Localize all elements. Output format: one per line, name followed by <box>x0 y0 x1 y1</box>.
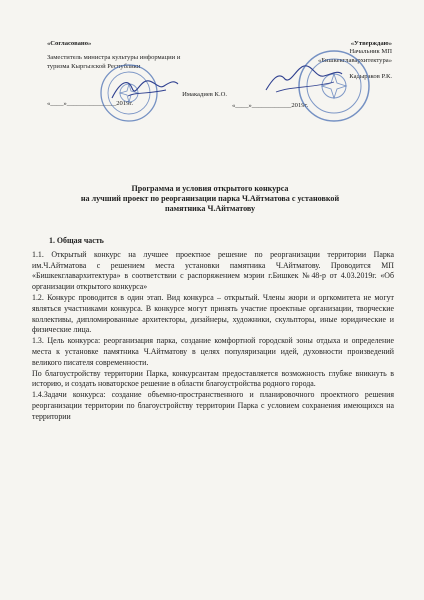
paragraph-1-3: 1.3. Цель конкурса: реорганизация парка, создание комфортной городской зоны отдыха и определение места к установке памятника Ч.Айтматову в целях популяризации идей, духовности произведений великого писателя современности. <box>32 336 394 367</box>
title-line3: памятника Ч.Айтматову <box>164 204 256 213</box>
paragraph-1-2: 1.2. Конкурс проводится в один этап. Вид конкурса – открытый. Члены жюри и оргкомитета не могут являться участниками конкурса. В конкурсе могут принять участие проектные организации, творческие коллективы, дипломированные архитекторы, дизайнеры, художники, скульпторы, иные юридические и физические лица. <box>32 292 394 335</box>
title-line2: на лучший проект по реорганизации парка Ч.Айтматова с установкой <box>80 194 340 203</box>
section-heading-general: 1. Общая часть <box>49 236 104 245</box>
approval-position-line2: туризма Кыргызской Республики <box>47 62 141 70</box>
confirm-position-line1: Начальник МП <box>349 48 392 56</box>
paragraph-1-4: 1.4.Задачи конкурса: создание объемно-пространственного и планировочного проектного решения реорганизации территории по благоустройству территории Парка с условием сохранения имеющихся на территории <box>32 390 394 421</box>
confirm-signer-name: Кадыраков Р.К. <box>349 73 392 81</box>
approval-date-line: «____»_______________2019г. <box>47 99 134 107</box>
approval-position-line1: Заместитель министра культуры информации и <box>47 54 181 62</box>
title-line1: Программа и условия открытого конкурса <box>131 184 289 193</box>
document-body <box>32 236 394 423</box>
confirm-heading: «Утверждаю» <box>350 40 392 47</box>
left-signature <box>108 72 182 106</box>
right-signature <box>262 60 346 100</box>
confirm-date-line: «____»____________2019г. <box>232 101 309 109</box>
approval-heading: «Согласовано» <box>47 40 92 47</box>
document-title <box>60 184 360 214</box>
confirm-position-line2: «Бишкекглавархитектура» <box>317 56 392 64</box>
paragraph-1-1: 1.1. Открытый конкурс на лучшее проектное решение по реорганизации территории Парка им.Ч.Айтматова с решением места установки памятника Ч.Айтматову. Проводится МП «Бишкекглавархитектура» в соответствии с распоряжением мэрии г.Бишкек №48-р от 4.03.2019г. «Об организации открытого конкурса» <box>32 249 394 292</box>
approval-signer-name: Имакадиев К.О. <box>182 91 227 99</box>
paragraph-context: По благоустройству территории Парка, конкурсантам предоставляется возможность глубже вникнуть в историю, и создать новаторское решение в области благоустройства родного города. <box>32 368 394 389</box>
